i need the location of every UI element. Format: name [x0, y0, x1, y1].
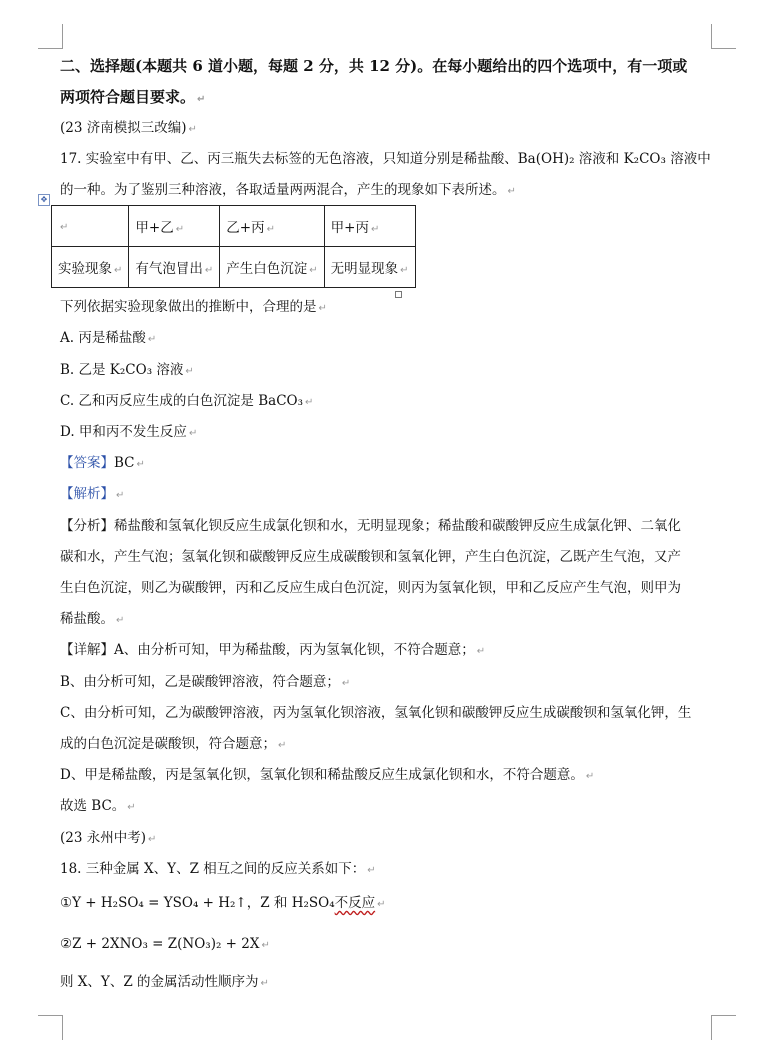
crop-mark-top-left [38, 24, 63, 49]
q17-answer: 【答案】BC ↵ [60, 455, 145, 471]
q18-source: (23 永州中考) ↵ [60, 830, 157, 846]
table-cell: ↵ [52, 206, 129, 247]
q17-analysis-label: 【解析】 ↵ [60, 486, 125, 502]
q18-stem: 18. 三种金属 X、Y、Z 相互之间的反应关系如下： ↵ [60, 861, 376, 877]
q17-source: (23 济南模拟三改编) ↵ [60, 120, 197, 136]
analysis-line: 碳和水，产生气泡；氢氧化钡和碳酸钾反应生成碳酸钡和氢氧化钾，产生白色沉淀，乙既产生气泡，又产 [60, 549, 681, 565]
analysis-line: 生白色沉淀，则乙为碳酸钾，丙和乙反应生成白色沉淀，则丙为氢氧化钡，甲和乙反应产生气泡，则甲为 [60, 580, 681, 596]
q18-equation-2: ②Z + 2XNO₃ = Z(NO₃)₂ + 2X ↵ [60, 936, 270, 952]
table-cell: 有气泡冒出 ↵ [129, 247, 220, 288]
q17-table [51, 205, 416, 288]
table-cell: 无明显现象 ↵ [324, 247, 415, 288]
q18-question: 则 X、Y、Z 的金属活动性顺序为 ↵ [60, 974, 269, 990]
q17-question: 下列依据实验现象做出的推断中，合理的是 ↵ [60, 299, 327, 315]
details-line: B、由分析可知，乙是碳酸钾溶液，符合题意； ↵ [60, 674, 351, 690]
table-cell: 甲+乙 ↵ [129, 206, 220, 247]
details-line: 成的白色沉淀是碳酸钡，符合题意； ↵ [60, 736, 287, 752]
q17-option-b: B. 乙是 K₂CO₃ 溶液 ↵ [60, 362, 194, 378]
analysis-line: 稀盐酸。 ↵ [60, 611, 125, 627]
analysis-line: 【分析】稀盐酸和氢氧化钡反应生成氯化钡和水，无明显现象；稀盐酸和碳酸钾反应生成氯化钾、二氧化 [60, 518, 681, 534]
details-line: C、由分析可知，乙为碳酸钾溶液，丙为氢氧化钡溶液，氢氧化钡和碳酸钾反应生成碳酸钡和氢氧化钾，生 [60, 705, 692, 721]
q17-stem-line2: 的一种。为了鉴别三种溶液，各取适量两两混合，产生的现象如下表所述。 ↵ [60, 182, 516, 198]
details-line: 【详解】A、由分析可知，甲为稀盐酸，丙为氢氧化钡，不符合题意； ↵ [60, 642, 486, 658]
crop-mark-bottom-right [711, 1015, 736, 1040]
table-cell: 乙+丙 ↵ [220, 206, 324, 247]
section-header-line1: 二、选择题(本题共 6 道小题，每题 2 分，共 12 分)。在每小题给出的四个选项中，有一项或 [60, 57, 688, 75]
q17-option-c: C. 乙和丙反应生成的白色沉淀是 BaCO₃ ↵ [60, 393, 314, 409]
q18-equation-1: ①Y + H₂SO₄ = YSO₄ + H₂↑，Z 和 H₂SO₄不反应 ↵ [60, 895, 386, 911]
table-move-handle-icon[interactable]: ✥ [38, 194, 50, 206]
q17-option-a: A. 丙是稀盐酸 ↵ [60, 330, 157, 346]
table-cell: 产生白色沉淀 ↵ [220, 247, 324, 288]
q17-stem-line1: 17. 实验室中有甲、乙、丙三瓶失去标签的无色溶液，只知道分别是稀盐酸、Ba(OH)₂ 溶液和 K₂CO₃ 溶液中 [60, 151, 711, 167]
table-header-row [52, 206, 416, 247]
crop-mark-bottom-left [38, 1015, 63, 1040]
table-cell: 甲+丙 ↵ [324, 206, 415, 247]
table-cell: 实验现象 ↵ [52, 247, 129, 288]
crop-mark-top-right [711, 24, 736, 49]
details-line: 故选 BC。 ↵ [60, 798, 136, 814]
q17-option-d: D. 甲和丙不发生反应 ↵ [60, 424, 198, 440]
section-header-line2: 两项符合题目要求。 ↵ [60, 88, 206, 106]
table-row [52, 247, 416, 288]
details-line: D、甲是稀盐酸，丙是氢氧化钡，氢氧化钡和稀盐酸反应生成氯化钡和水，不符合题意。 ↵ [60, 767, 595, 783]
